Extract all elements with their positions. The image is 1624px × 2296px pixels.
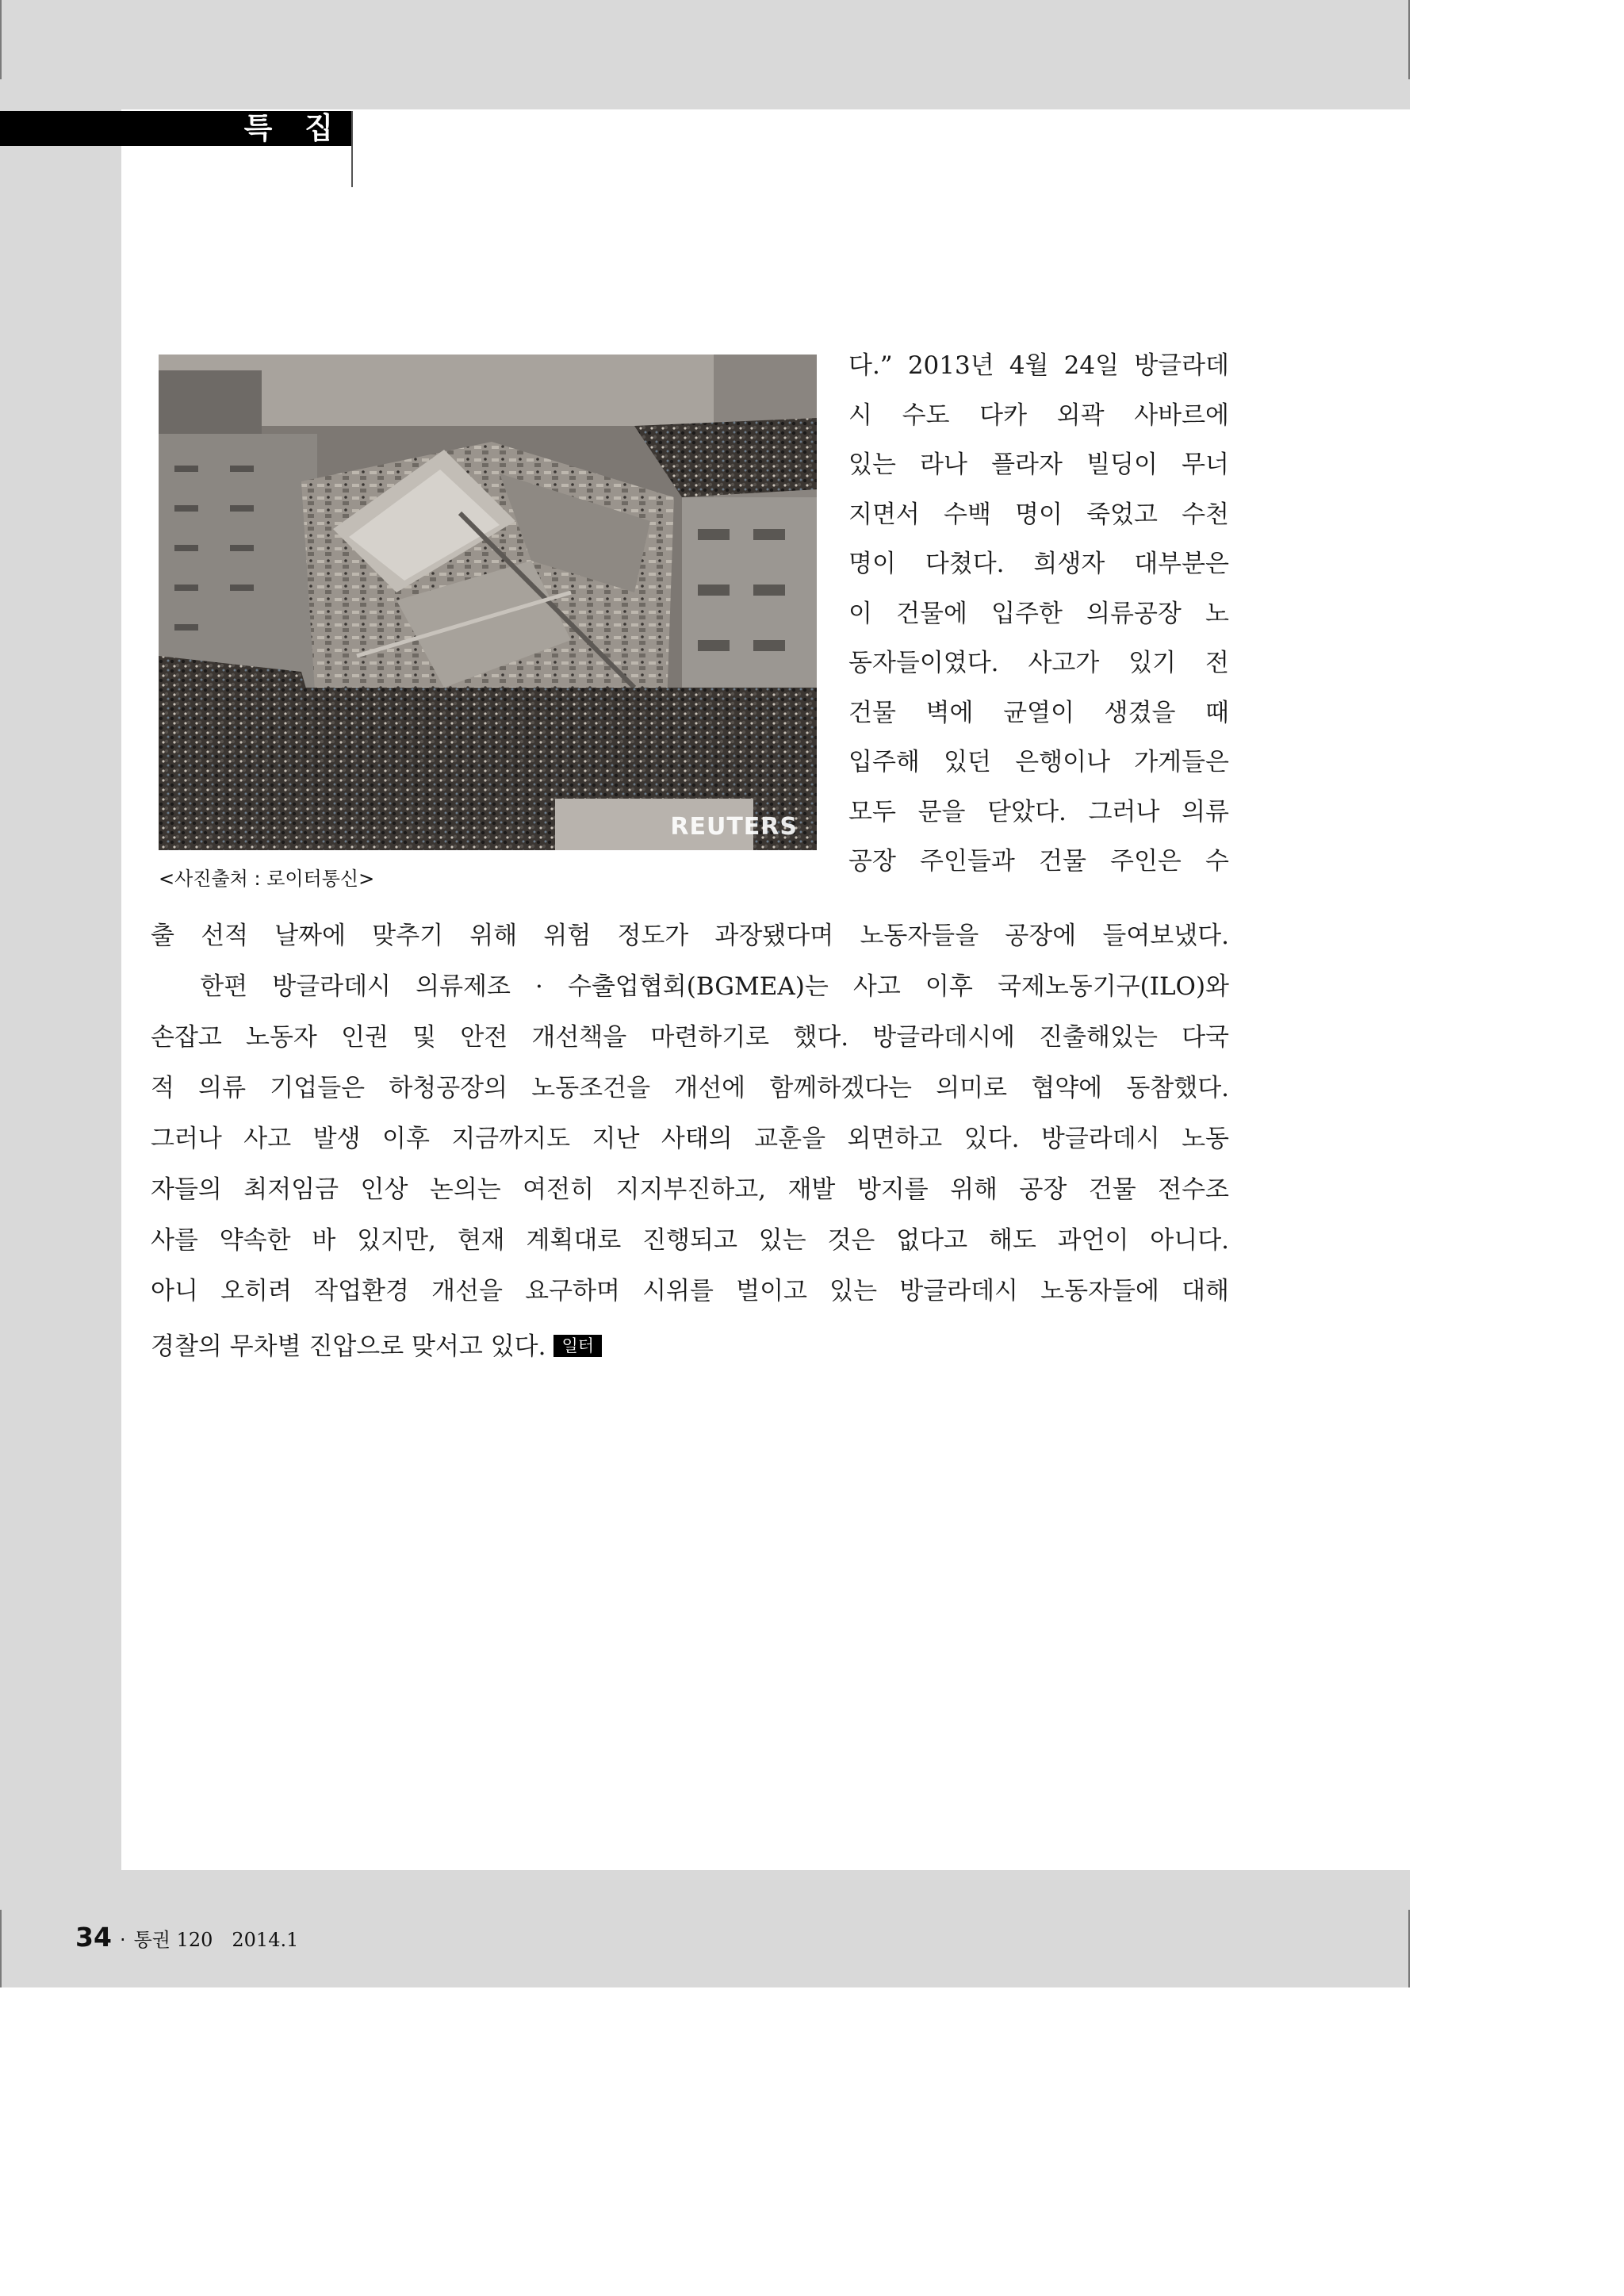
text-line: 명이 다쳤다. 희생자 대부분은 xyxy=(848,550,1229,578)
top-margin-band xyxy=(0,0,1410,109)
crop-mark xyxy=(0,0,2,79)
text-line: 이 건물에 입주한 의류공장 노 xyxy=(848,599,1229,628)
text-line: 건물 벽에 균열이 생겼을 때 xyxy=(848,698,1229,727)
collapsed-building-photo xyxy=(159,355,817,850)
crop-mark xyxy=(1408,1910,1410,1987)
section-label: 특 집 xyxy=(0,111,352,146)
text-line: 그러나 사고 발생 이후 지금까지도 지난 사태의 교훈을 외면하고 있다. 방글라데시 노동 xyxy=(151,1125,1229,1153)
text-line: 시 수도 다카 외곽 사바르에 xyxy=(848,401,1229,430)
text-line: 자들의 최저임금 인상 논의는 여전히 지지부진하고, 재발 방지를 위해 공장 건물 전수조 xyxy=(151,1175,1229,1204)
last-line-text: 경찰의 무차별 진압으로 맞서고 있다. xyxy=(151,1332,546,1361)
photo-illustration xyxy=(159,355,817,850)
text-line: 동자들이였다. 사고가 있기 전 xyxy=(848,649,1229,677)
side-column-text xyxy=(848,341,1229,887)
text-line: 다.” 2013년 4월 24일 방글라데 xyxy=(848,351,1229,380)
page-number: 34 xyxy=(75,1922,112,1953)
paragraph-first-line: 한편 방글라데시 의류제조 · 수출업협회(BGMEA)는 사고 이후 국제노동기구(ILO)와 xyxy=(151,972,1229,1001)
text-line: 공장 주인들과 건물 주인은 수 xyxy=(848,847,1229,876)
photo-caption: <사진출처 : 로이터통신> xyxy=(159,868,375,890)
footer-separator: · xyxy=(119,1929,126,1951)
end-mark-badge: 일터 xyxy=(553,1335,602,1357)
article-body-text xyxy=(151,910,1229,1372)
text-line: 모두 문을 닫았다. 그러나 의류 xyxy=(848,797,1229,826)
page-footer xyxy=(75,1922,298,1953)
crop-mark xyxy=(1408,0,1410,79)
text-line: 입주해 있던 은행이나 가게들은 xyxy=(848,748,1229,776)
text-line: 손잡고 노동자 인권 및 안전 개선책을 마련하기로 했다. 방글라데시에 진출해있는 다국 xyxy=(151,1023,1229,1052)
text-line-last xyxy=(151,1321,1229,1372)
text-line: 적 의류 기업들은 하청공장의 노동조건을 개선에 함께하겠다는 의미로 협약에 동참했다. xyxy=(151,1074,1229,1102)
issue-date: 2014.1 xyxy=(232,1929,299,1951)
section-label-rule xyxy=(351,111,353,187)
photo-watermark: REUTERS xyxy=(670,813,798,841)
text-line: 지면서 수백 명이 죽었고 수천 xyxy=(848,500,1229,529)
crop-mark xyxy=(0,1910,2,1987)
text-line: 있는 라나 플라자 빌딩이 무너 xyxy=(848,450,1229,479)
text-line: 사를 약속한 바 있지만, 현재 계획대로 진행되고 있는 것은 없다고 해도 과언이 아니다. xyxy=(151,1226,1229,1255)
text-line: 출 선적 날짜에 맞추기 위해 위험 정도가 과장됐다며 노동자들을 공장에 들여보냈다. xyxy=(151,922,1229,950)
publication-issue: 통권 120 xyxy=(133,1929,213,1951)
left-margin-strip xyxy=(0,109,121,1870)
text-line: 아니 오히려 작업환경 개선을 요구하며 시위를 벌이고 있는 방글라데시 노동자들에 대해 xyxy=(151,1277,1229,1305)
